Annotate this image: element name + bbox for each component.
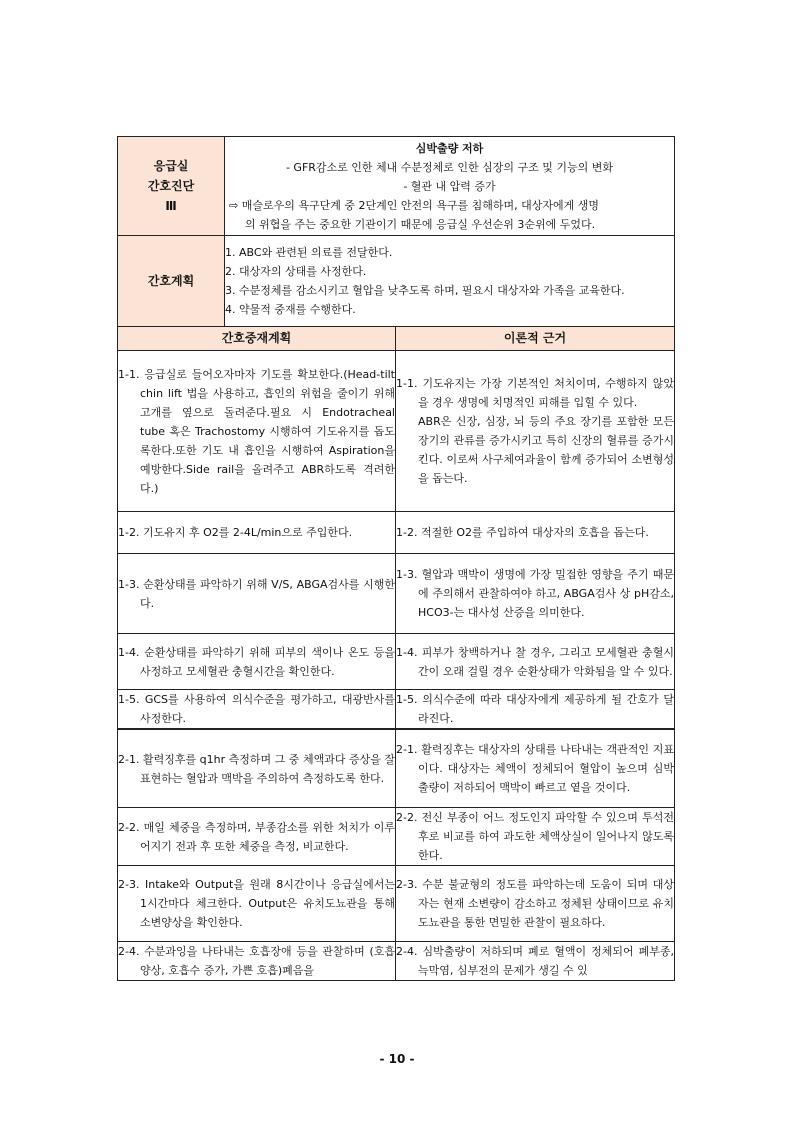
table-row bbox=[118, 554, 675, 634]
diagnosis-cause-2: - 혈관 내 압력 증가 bbox=[403, 179, 496, 193]
rationale-cell bbox=[396, 729, 675, 808]
intervention-text: 1-2. 기도유지 후 O2를 2-4L/min으로 주입한다. bbox=[118, 526, 353, 539]
rationale-cell bbox=[396, 690, 675, 730]
diagnosis-rationale bbox=[225, 196, 674, 234]
plan-content bbox=[225, 236, 675, 327]
table-row bbox=[118, 512, 675, 554]
rationale-text: 1-4. 피부가 창백하거나 찰 경우, 그리고 모세혈관 충혈시간이 오래 걸릴 경우 순환상태가 악화됨을 알 수 있다. bbox=[396, 645, 674, 678]
column-header-row bbox=[118, 327, 675, 351]
intervention-cell bbox=[118, 729, 396, 808]
intervention-text: 2-3. Intake와 Output을 원래 8시간이나 응급실에서는 1시간마다 체크한다. Output은 유치도뇨관을 통해 소변양상을 확인한다. bbox=[118, 878, 395, 929]
intervention-text: 1-4. 순환상태를 파악하기 위해 피부의 색이나 온도 등을 사정하고 모세혈관 충혈시간을 확인한다. bbox=[118, 645, 395, 678]
table-row bbox=[118, 808, 675, 866]
intervention-cell bbox=[118, 554, 396, 634]
diagnosis-label-line-3: Ⅲ bbox=[165, 199, 177, 213]
header-intervention: 간호중재계획 bbox=[118, 327, 396, 351]
nursing-care-plan-table bbox=[117, 136, 675, 981]
diagnosis-label bbox=[118, 137, 225, 236]
rationale-cell bbox=[396, 512, 675, 554]
intervention-cell bbox=[118, 942, 396, 981]
table-row bbox=[118, 866, 675, 942]
table-row bbox=[118, 690, 675, 730]
page-number: - 10 - bbox=[379, 1052, 415, 1066]
rationale-cell bbox=[396, 942, 675, 981]
rationale-text: 2-1. 활력징후는 대상자의 상태를 나타내는 객관적인 지표이다. 대상자는 체액이 정체되어 혈압이 높으며 심박출량이 저하되어 맥박이 빠르고 옅을 것이다. bbox=[396, 743, 674, 794]
intervention-cell bbox=[118, 866, 396, 942]
diagnosis-rationale-line-1: 매슬로우의 욕구단계 중 2단계인 안전의 욕구를 침해하며, 대상자에게 생명 bbox=[241, 198, 599, 212]
plan-item-4: 4. 약물적 중재를 수행한다. bbox=[225, 303, 356, 316]
diagnosis-rationale-line-2: 의 위협을 주는 중요한 기관이기 때문에 응급실 우선순위 3순위에 두었다. bbox=[245, 217, 596, 231]
rationale-text: 1-5. 의식수준에 따라 대상자에게 제공하게 될 간호가 달라진다. bbox=[396, 693, 674, 725]
diagnosis-label-line-2: 간호진단 bbox=[147, 179, 195, 193]
rationale-cell bbox=[396, 554, 675, 634]
plan-item-2: 2. 대상자의 상태를 사정한다. bbox=[225, 265, 367, 278]
table-row bbox=[118, 729, 675, 808]
arrow-right-icon: ⇨ bbox=[229, 198, 239, 212]
rationale-text: 1-1. 기도유지는 가장 기본적인 처치이며, 수행하지 않았을 경우 생명에 치명적인 피해를 입힐 수 있다. bbox=[396, 377, 674, 409]
rationale-text: 1-2. 적절한 O2를 주입하여 대상자의 호흡을 돕는다. bbox=[396, 526, 649, 539]
plan-item-3: 3. 수분정체를 감소시키고 혈압을 낮추도록 하며, 필요시 대상자와 가족을 교육한다. bbox=[225, 284, 625, 297]
intervention-cell bbox=[118, 512, 396, 554]
intervention-text: 2-1. 활력징후를 q1hr 측정하며 그 중 체액과다 증상을 잘 표현하는 혈압과 맥박을 주의하여 측정하도록 한다. bbox=[118, 752, 395, 785]
plan-row bbox=[118, 236, 675, 327]
intervention-cell bbox=[118, 351, 396, 512]
intervention-text: 2-2. 매일 체중을 측정하며, 부종감소를 위한 처치가 이루어지기 전과 후 또한 체중을 측정, 비교한다. bbox=[118, 820, 395, 853]
intervention-text: 1-3. 순환상태를 파악하기 위해 V/S, ABGA검사를 시행한다. bbox=[118, 577, 395, 610]
rationale-text: 2-3. 수분 불균형의 정도를 파악하는데 도움이 되며 대상자는 현재 소변량이 감소하고 정체된 상태이므로 유치도뇨관을 통한 면밀한 관찰이 필요하다. bbox=[396, 878, 674, 929]
rationale-text: 2-4. 심박출량이 저하되며 폐로 혈액이 정체되어 폐부종, 늑막염, 심부전의 문제가 생길 수 있 bbox=[396, 945, 674, 977]
rationale-text: 1-3. 혈압과 맥박이 생명에 가장 밀접한 영향을 주기 때문에 주의해서 관찰하여야 하고, ABGA검사 상 pH감소, HCO3-는 대사성 산증을 의미한다. bbox=[396, 568, 674, 619]
intervention-text: 2-4. 수분과잉을 나타내는 호흡장애 등을 관찰하며 (호흡양상, 호흡수 증가, 가쁜 호흡)폐음을 bbox=[118, 945, 395, 977]
rationale-text: 2-2. 전신 부종이 어느 정도인지 파악할 수 있으며 투석전후로 비교를 하여 과도한 체액상실이 일어나지 않도록 한다. bbox=[396, 811, 674, 862]
diagnosis-label-line-1: 응급실 bbox=[153, 159, 189, 173]
table-row bbox=[118, 634, 675, 690]
rationale-cell bbox=[396, 866, 675, 942]
intervention-cell bbox=[118, 690, 396, 730]
plan-item-1: 1. ABC와 관련된 의료를 전달한다. bbox=[225, 246, 393, 259]
intervention-text: 1-1. 응급실로 들어오자마자 기도를 확보한다.(Head-tilt chin lift 법을 사용하고, 흡인의 위험을 줄이기 위해 고개를 옆으로 돌려준다.필요 시 Endotracheal tube 혹은 Trachostomy 시행하여 기도유지를 돕도록한다.또한 기도 내 흡인을 시행하여 Aspiration을 예방한다.Side rail을 올려주고 ABR하도록 격려한다.) bbox=[118, 367, 395, 495]
diagnosis-cause-1: - GFR감소로 인한 체내 수분정체로 인한 심장의 구조 및 기능의 변화 bbox=[285, 160, 614, 174]
diagnosis-content bbox=[225, 137, 675, 236]
plan-label: 간호계획 bbox=[118, 236, 225, 327]
intervention-cell bbox=[118, 634, 396, 690]
diagnosis-row bbox=[118, 137, 675, 236]
table-row bbox=[118, 942, 675, 981]
rationale-text-2: ABR은 신장, 심장, 뇌 등의 주요 장기를 포함한 모든 장기의 관류를 증가시키고 특히 신장의 혈류를 증가시킨다. 이로써 사구체여과율이 함께 증가되어 소변형성을 돕는다. bbox=[418, 415, 674, 485]
rationale-cell bbox=[396, 634, 675, 690]
rationale-cell bbox=[396, 351, 675, 512]
intervention-cell bbox=[118, 808, 396, 866]
header-rationale: 이론적 근거 bbox=[396, 327, 675, 351]
diagnosis-title: 심박출량 저하 bbox=[415, 141, 484, 155]
intervention-text: 1-5. GCS를 사용하여 의식수준을 평가하고, 대광반사를 사정한다. bbox=[118, 693, 395, 725]
rationale-cell bbox=[396, 808, 675, 866]
table-row bbox=[118, 351, 675, 512]
